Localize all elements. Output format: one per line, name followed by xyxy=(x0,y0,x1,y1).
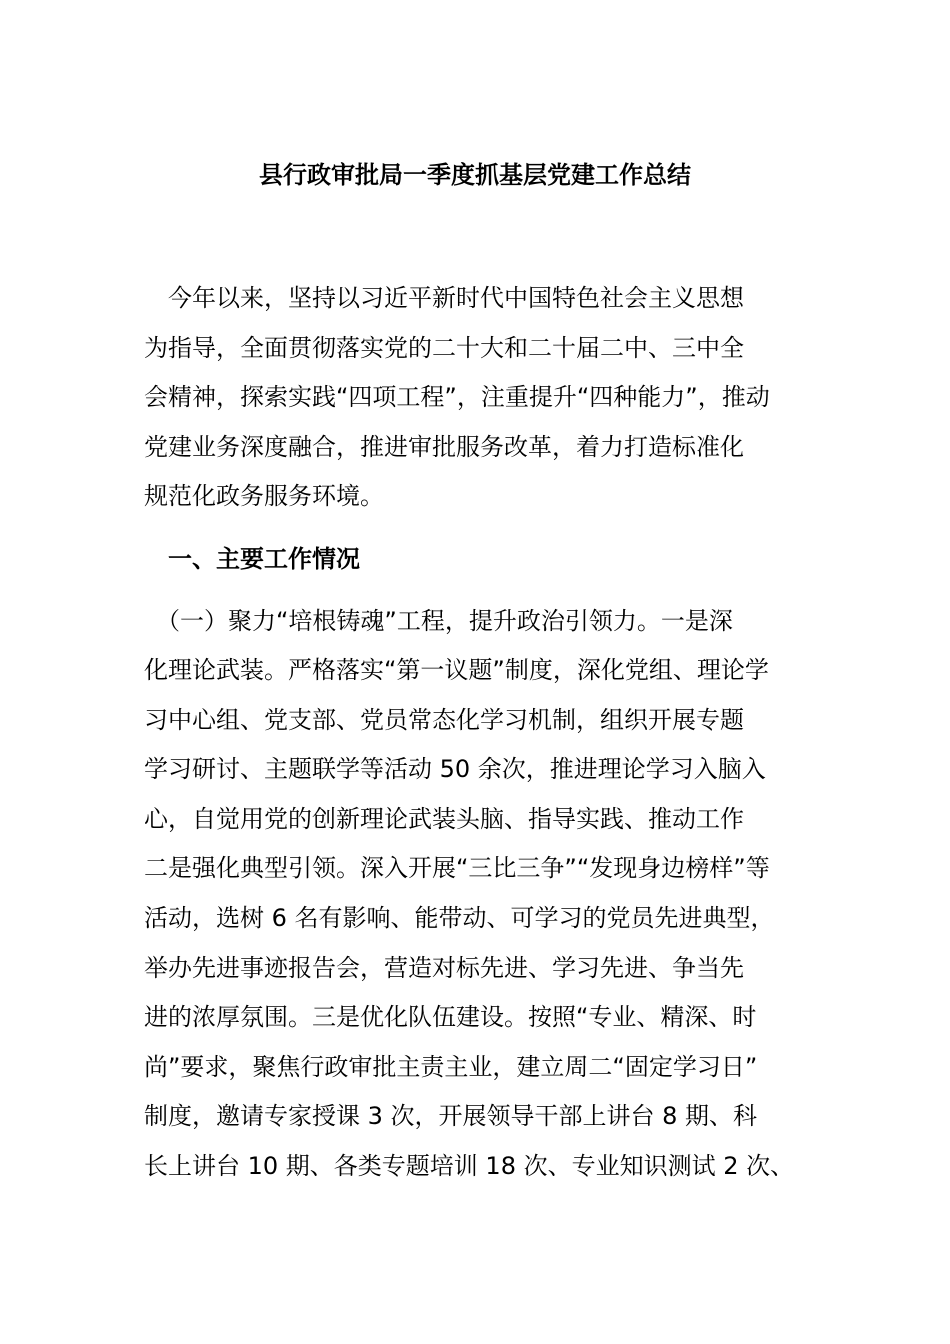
body-line-7: 活动，选树 6 名有影响、能带动、可学习的党员先进典型， xyxy=(144,904,775,932)
body-line-6: 二是强化典型引领。深入开展“三比三争”“发现身边榜样”等 xyxy=(144,854,770,882)
document-title: 县行政审批局一季度抓基层党建工作总结 xyxy=(259,161,691,189)
body-line-2: 化理论武装。严格落实“第一议题”制度，深化党组、理论学 xyxy=(144,656,769,684)
body-line-9: 进的浓厚氛围。三是优化队伍建设。按照“专业、精深、时 xyxy=(144,1003,757,1031)
body-line-12: 长上讲台 10 期、各类专题培训 18 次、专业知识测试 2 次、 xyxy=(144,1152,795,1180)
body-line-5: 心，自觉用党的创新理论武装头脑、指导实践、推动工作 xyxy=(144,805,744,833)
body-line-10: 尚”要求，聚焦行政审批主责主业，建立周二“固定学习日” xyxy=(144,1053,758,1081)
intro-line-5: 规范化政务服务环境。 xyxy=(144,482,384,510)
intro-line-1: 今年以来，坚持以习近平新时代中国特色社会主义思想 xyxy=(144,284,744,312)
intro-line-2: 为指导，全面贯彻落实党的二十大和二十届二中、三中全 xyxy=(144,334,744,362)
body-line-11: 制度，邀请专家授课 3 次，开展领导干部上讲台 8 期、科 xyxy=(144,1102,758,1130)
body-line-4: 学习研讨、主题联学等活动 50 余次，推进理论学习入脑入 xyxy=(144,755,766,783)
intro-line-3: 会精神，探索实践“四项工程”，注重提升“四种能力”，推动 xyxy=(144,383,770,411)
body-line-8: 举办先进事迹报告会，营造对标先进、学习先进、争当先 xyxy=(144,954,744,982)
intro-line-4: 党建业务深度融合，推进审批服务改革，着力打造标准化 xyxy=(144,433,744,461)
body-line-1: （一）聚力“培根铸魂”工程，提升政治引领力。一是深 xyxy=(144,607,733,635)
body-line-3: 习中心组、党支部、党员常态化学习机制，组织开展专题 xyxy=(144,706,744,734)
section-heading: 一、主要工作情况 xyxy=(144,545,360,573)
